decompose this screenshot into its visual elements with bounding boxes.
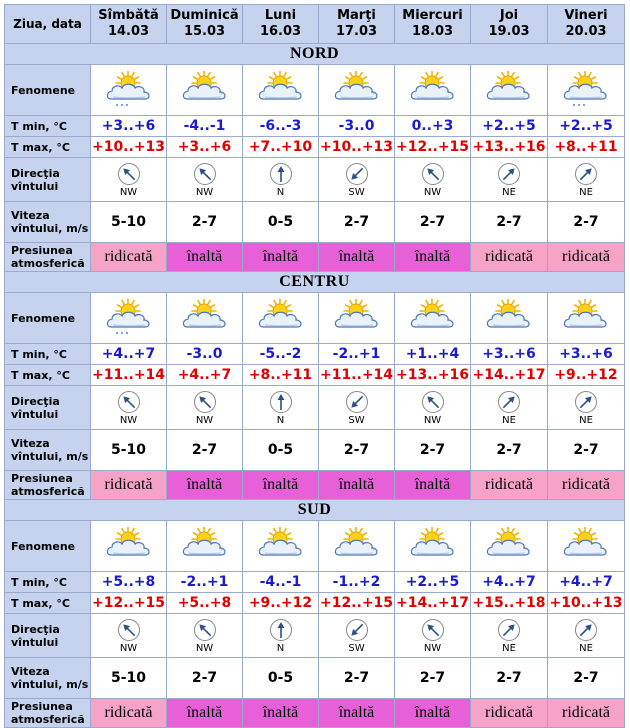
- wind-direction-icon: [497, 618, 521, 642]
- phenomena-cell: [91, 293, 167, 344]
- region-title-row: [5, 500, 625, 521]
- cloudy-sun-snow-icon: [103, 71, 155, 109]
- wind-speed-value: 2-7: [167, 202, 243, 243]
- pressure-value: înaltă: [319, 243, 395, 272]
- tmax-value: +13..+16: [471, 137, 548, 158]
- tmin-value: +5..+8: [91, 572, 167, 593]
- phenomena-cell: [471, 521, 548, 572]
- pressure-value: înaltă: [167, 243, 243, 272]
- cloudy-sun-icon: [407, 299, 459, 337]
- day-date: 16.03: [259, 24, 302, 39]
- wind-direction-text: N: [276, 414, 285, 426]
- phenomena-cell: [167, 293, 243, 344]
- cloudy-sun-icon: [483, 527, 535, 565]
- wind-direction-text: NW: [195, 642, 214, 654]
- wind-speed-value: 0-5: [243, 658, 319, 699]
- day-date: 18.03: [411, 24, 454, 39]
- phenomena-cell: [548, 293, 625, 344]
- pressure-value: înaltă: [395, 471, 471, 500]
- day-date: 15.03: [183, 24, 226, 39]
- wind-direction-text: NE: [579, 414, 593, 426]
- wind-speed-value: 2-7: [167, 430, 243, 471]
- wind-direction-cell: [167, 158, 243, 202]
- wind-direction-cell: [243, 158, 319, 202]
- pressure-value: ridicată: [471, 243, 548, 272]
- phenomena-cell: [548, 521, 625, 572]
- phenomena-row: [5, 65, 625, 116]
- wind-direction-icon: [421, 390, 445, 414]
- day-date: 20.03: [565, 24, 607, 39]
- wind-speed-value: 2-7: [548, 202, 625, 243]
- tmin-value: -2..+1: [319, 344, 395, 365]
- tmax-value: +4..+7: [167, 365, 243, 386]
- region-title-row: [5, 272, 625, 293]
- wind-direction-icon: [117, 162, 141, 186]
- wind-speed-value: 0-5: [243, 202, 319, 243]
- pressure-value: înaltă: [243, 699, 319, 728]
- forecast-table: [4, 4, 625, 728]
- cloudy-sun-icon: [179, 71, 231, 109]
- tmax-row: [5, 593, 625, 614]
- day-date: 14.03: [107, 24, 150, 39]
- region-title: SUD: [5, 500, 625, 521]
- wind-direction-cell: [91, 386, 167, 430]
- phenomena-cell: [395, 521, 471, 572]
- tmin-row: [5, 116, 625, 137]
- cloudy-sun-icon: [560, 299, 612, 337]
- wind-direction-icon: [345, 390, 369, 414]
- wind-direction-cell: [395, 386, 471, 430]
- tmin-value: +3..+6: [471, 344, 548, 365]
- wind-direction-text: NE: [502, 414, 516, 426]
- wind-direction-text: NW: [195, 186, 214, 198]
- tmin-value: -2..+1: [167, 572, 243, 593]
- phenomena-cell: [167, 521, 243, 572]
- tmin-value: +3..+6: [91, 116, 167, 137]
- wind-direction-text: NW: [119, 414, 138, 426]
- tmax-value: +10..+13: [548, 593, 625, 614]
- region-title: NORD: [5, 44, 625, 65]
- wind-direction-icon: [497, 162, 521, 186]
- tmin-value: +4..+7: [471, 572, 548, 593]
- wind-direction-cell: [395, 614, 471, 658]
- phenomena-cell: [243, 521, 319, 572]
- wind-direction-cell: [471, 386, 548, 430]
- pressure-value: înaltă: [395, 243, 471, 272]
- wind-speed-value: 0-5: [243, 430, 319, 471]
- pressure-value: înaltă: [243, 243, 319, 272]
- tmax-value: +7..+10: [243, 137, 319, 158]
- pressure-label: Presiunea atmosferică: [5, 471, 91, 500]
- pressure-value: ridicată: [548, 243, 625, 272]
- phenomena-cell: [91, 65, 167, 116]
- tmin-value: -4..-1: [167, 116, 243, 137]
- day-header: [91, 5, 167, 44]
- wind-speed-value: 2-7: [471, 430, 548, 471]
- tmax-value: +11..+14: [319, 365, 395, 386]
- wind-speed-value: 2-7: [548, 658, 625, 699]
- tmin-value: -4..-1: [243, 572, 319, 593]
- tmax-value: +11..+14: [91, 365, 167, 386]
- tmax-value: +3..+6: [167, 137, 243, 158]
- tmin-label: T min, °C: [5, 344, 91, 365]
- day-header: [548, 5, 625, 44]
- phenomena-label: Fenomene: [5, 293, 91, 344]
- wind-direction-icon: [117, 390, 141, 414]
- wind-direction-cell: [91, 614, 167, 658]
- cloudy-sun-icon: [331, 527, 383, 565]
- tmax-row: [5, 137, 625, 158]
- tmax-value: +9..+12: [243, 593, 319, 614]
- wind-direction-text: NE: [579, 186, 593, 198]
- pressure-value: înaltă: [243, 471, 319, 500]
- wind-speed-value: 2-7: [167, 658, 243, 699]
- wind-direction-icon: [193, 390, 217, 414]
- wind-direction-icon: [193, 618, 217, 642]
- wind-direction-icon: [269, 618, 293, 642]
- day-date: 19.03: [488, 24, 530, 39]
- tmin-value: -6..-3: [243, 116, 319, 137]
- phenomena-cell: [319, 65, 395, 116]
- pressure-value: ridicată: [91, 243, 167, 272]
- wind-direction-cell: [395, 158, 471, 202]
- wind-speed-value: 5-10: [91, 430, 167, 471]
- tmax-value: +14..+17: [395, 593, 471, 614]
- cloudy-sun-snow-icon: [560, 71, 612, 109]
- phenomena-cell: [471, 65, 548, 116]
- tmin-value: +3..+6: [548, 344, 625, 365]
- wind-direction-text: NE: [579, 642, 593, 654]
- tmax-value: +10..+13: [91, 137, 167, 158]
- wind-direction-text: NW: [119, 186, 138, 198]
- day-header: [319, 5, 395, 44]
- phenomena-cell: [167, 65, 243, 116]
- tmin-value: -3..0: [319, 116, 395, 137]
- tmax-value: +12..+15: [91, 593, 167, 614]
- wind-speed-label: Viteza vîntului, m/s: [5, 430, 91, 471]
- wind-direction-icon: [421, 618, 445, 642]
- pressure-value: ridicată: [471, 471, 548, 500]
- wind-speed-value: 5-10: [91, 658, 167, 699]
- wind-direction-cell: [243, 614, 319, 658]
- tmin-value: -1..+2: [319, 572, 395, 593]
- tmin-value: +2..+5: [548, 116, 625, 137]
- wind-direction-text: SW: [348, 642, 365, 654]
- cloudy-sun-icon: [331, 71, 383, 109]
- wind-speed-value: 2-7: [319, 658, 395, 699]
- tmin-value: +2..+5: [395, 572, 471, 593]
- tmax-value: +9..+12: [548, 365, 625, 386]
- day-name: Vineri: [564, 8, 608, 23]
- wind-speed-row: [5, 658, 625, 699]
- tmax-value: +12..+15: [395, 137, 471, 158]
- wind-speed-value: 2-7: [471, 658, 548, 699]
- corner-label: Ziua, data: [5, 5, 91, 44]
- pressure-label: Presiunea atmosferică: [5, 243, 91, 272]
- wind-speed-label: Viteza vîntului, m/s: [5, 658, 91, 699]
- day-header: [243, 5, 319, 44]
- wind-direction-label: Direcţia vîntului: [5, 386, 91, 430]
- wind-direction-cell: [167, 614, 243, 658]
- wind-direction-text: NE: [502, 186, 516, 198]
- phenomena-cell: [471, 293, 548, 344]
- wind-direction-cell: [319, 614, 395, 658]
- wind-direction-cell: [319, 158, 395, 202]
- pressure-value: ridicată: [471, 699, 548, 728]
- wind-direction-icon: [421, 162, 445, 186]
- tmin-label: T min, °C: [5, 116, 91, 137]
- wind-direction-cell: [471, 158, 548, 202]
- header-row: [5, 5, 625, 44]
- wind-direction-text: N: [276, 186, 285, 198]
- tmin-value: +2..+5: [471, 116, 548, 137]
- tmax-label: T max, °C: [5, 593, 91, 614]
- day-name: Miercuri: [402, 8, 463, 23]
- tmin-value: +4..+7: [548, 572, 625, 593]
- wind-direction-cell: [471, 614, 548, 658]
- wind-direction-icon: [269, 390, 293, 414]
- tmax-row: [5, 365, 625, 386]
- phenomena-row: [5, 293, 625, 344]
- tmax-label: T max, °C: [5, 137, 91, 158]
- day-name: Luni: [264, 8, 297, 23]
- wind-direction-icon: [345, 618, 369, 642]
- cloudy-sun-icon: [255, 299, 307, 337]
- wind-speed-value: 2-7: [395, 202, 471, 243]
- wind-speed-value: 5-10: [91, 202, 167, 243]
- phenomena-cell: [319, 521, 395, 572]
- tmin-value: +1..+4: [395, 344, 471, 365]
- tmin-value: -3..0: [167, 344, 243, 365]
- pressure-value: înaltă: [167, 699, 243, 728]
- tmin-label: T min, °C: [5, 572, 91, 593]
- wind-speed-value: 2-7: [319, 202, 395, 243]
- wind-direction-text: NW: [423, 414, 442, 426]
- pressure-row: [5, 471, 625, 500]
- pressure-row: [5, 243, 625, 272]
- wind-direction-icon: [117, 618, 141, 642]
- tmin-value: 0..+3: [395, 116, 471, 137]
- wind-direction-label: Direcţia vîntului: [5, 158, 91, 202]
- wind-speed-label: Viteza vîntului, m/s: [5, 202, 91, 243]
- pressure-value: ridicată: [91, 471, 167, 500]
- wind-direction-label: Direcţia vîntului: [5, 614, 91, 658]
- wind-direction-text: N: [276, 642, 285, 654]
- tmax-value: +12..+15: [319, 593, 395, 614]
- cloudy-sun-icon: [255, 71, 307, 109]
- wind-direction-text: SW: [348, 414, 365, 426]
- pressure-row: [5, 699, 625, 728]
- tmax-value: +8..+11: [243, 365, 319, 386]
- wind-direction-cell: [319, 386, 395, 430]
- wind-direction-cell: [167, 386, 243, 430]
- phenomena-row: [5, 521, 625, 572]
- wind-direction-cell: [243, 386, 319, 430]
- wind-speed-value: 2-7: [319, 430, 395, 471]
- wind-direction-cell: [548, 614, 625, 658]
- cloudy-sun-snow-icon: [103, 299, 155, 337]
- wind-direction-cell: [91, 158, 167, 202]
- tmin-row: [5, 344, 625, 365]
- phenomena-cell: [91, 521, 167, 572]
- tmax-value: +8..+11: [548, 137, 625, 158]
- wind-speed-value: 2-7: [395, 658, 471, 699]
- day-date: 17.03: [335, 24, 378, 39]
- cloudy-sun-icon: [407, 71, 459, 109]
- cloudy-sun-icon: [483, 71, 535, 109]
- region-title: CENTRU: [5, 272, 625, 293]
- wind-direction-icon: [497, 390, 521, 414]
- wind-speed-row: [5, 202, 625, 243]
- phenomena-cell: [548, 65, 625, 116]
- day-name: Sîmbătă: [98, 8, 159, 23]
- wind-direction-text: NW: [423, 642, 442, 654]
- region-title-row: [5, 44, 625, 65]
- wind-direction-icon: [574, 618, 598, 642]
- phenomena-label: Fenomene: [5, 65, 91, 116]
- wind-speed-value: 2-7: [471, 202, 548, 243]
- wind-speed-row: [5, 430, 625, 471]
- phenomena-cell: [395, 293, 471, 344]
- pressure-label: Presiunea atmosferică: [5, 699, 91, 728]
- tmax-value: +5..+8: [167, 593, 243, 614]
- day-header: [471, 5, 548, 44]
- wind-direction-row: [5, 158, 625, 202]
- wind-direction-icon: [269, 162, 293, 186]
- cloudy-sun-icon: [407, 527, 459, 565]
- tmax-value: +13..+16: [395, 365, 471, 386]
- day-name: Joi: [499, 8, 519, 23]
- wind-direction-icon: [345, 162, 369, 186]
- tmax-value: +15..+18: [471, 593, 548, 614]
- wind-direction-icon: [574, 162, 598, 186]
- day-header: [395, 5, 471, 44]
- cloudy-sun-icon: [560, 527, 612, 565]
- pressure-value: ridicată: [91, 699, 167, 728]
- day-header: [167, 5, 243, 44]
- tmax-value: +10..+13: [319, 137, 395, 158]
- tmax-label: T max, °C: [5, 365, 91, 386]
- phenomena-cell: [243, 293, 319, 344]
- wind-direction-row: [5, 386, 625, 430]
- pressure-value: înaltă: [167, 471, 243, 500]
- wind-direction-icon: [193, 162, 217, 186]
- cloudy-sun-icon: [179, 527, 231, 565]
- wind-direction-text: NE: [502, 642, 516, 654]
- phenomena-label: Fenomene: [5, 521, 91, 572]
- cloudy-sun-icon: [179, 299, 231, 337]
- day-name: Duminică: [170, 8, 239, 23]
- phenomena-cell: [319, 293, 395, 344]
- wind-speed-value: 2-7: [395, 430, 471, 471]
- cloudy-sun-icon: [483, 299, 535, 337]
- wind-direction-icon: [574, 390, 598, 414]
- wind-direction-row: [5, 614, 625, 658]
- cloudy-sun-icon: [103, 527, 155, 565]
- wind-direction-text: SW: [348, 186, 365, 198]
- wind-direction-text: NW: [195, 414, 214, 426]
- wind-direction-cell: [548, 158, 625, 202]
- pressure-value: ridicată: [548, 471, 625, 500]
- cloudy-sun-icon: [255, 527, 307, 565]
- tmin-value: -5..-2: [243, 344, 319, 365]
- wind-speed-value: 2-7: [548, 430, 625, 471]
- pressure-value: ridicată: [548, 699, 625, 728]
- wind-direction-cell: [548, 386, 625, 430]
- phenomena-cell: [395, 65, 471, 116]
- tmin-value: +4..+7: [91, 344, 167, 365]
- phenomena-cell: [243, 65, 319, 116]
- tmin-row: [5, 572, 625, 593]
- day-name: Marţi: [337, 8, 376, 23]
- pressure-value: înaltă: [319, 471, 395, 500]
- wind-direction-text: NW: [423, 186, 442, 198]
- pressure-value: înaltă: [319, 699, 395, 728]
- tmax-value: +14..+17: [471, 365, 548, 386]
- cloudy-sun-icon: [331, 299, 383, 337]
- pressure-value: înaltă: [395, 699, 471, 728]
- wind-direction-text: NW: [119, 642, 138, 654]
